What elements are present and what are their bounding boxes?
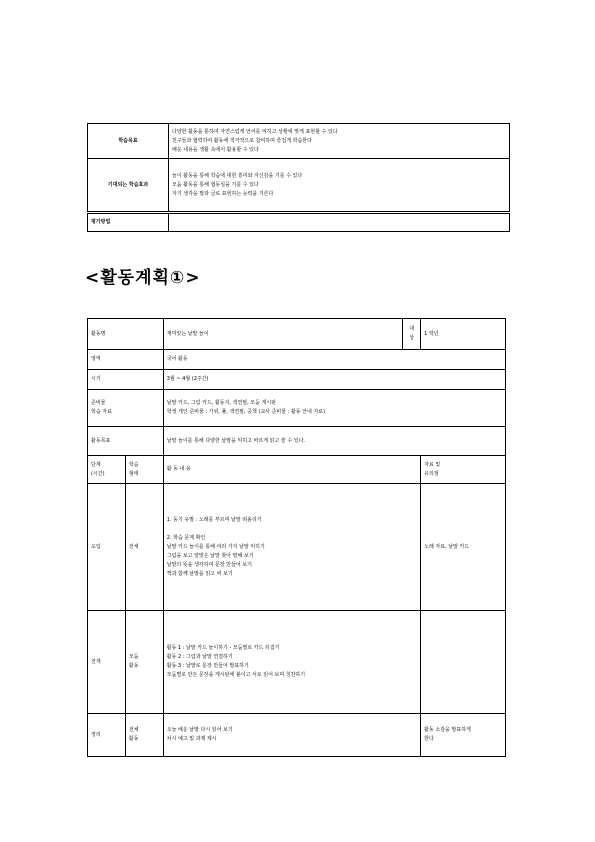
materials-line: 낱말 카드, 그림 카드, 활동지, 색연필, 모둠 게시판	[166, 400, 277, 406]
area-label: 영역	[88, 350, 164, 370]
title-row	[88, 319, 506, 350]
expected-effect-header: 기대되는 학습효과	[88, 159, 169, 212]
step-note: 노래 자료, 낱말 카드	[421, 484, 506, 611]
step-form: 전체	[125, 484, 163, 611]
step-line: 2. 학습 문제 확인	[166, 534, 206, 541]
evaluation-table	[87, 213, 510, 232]
content-header: 활 동 내 용	[163, 456, 420, 484]
form-header-line: 학습	[128, 461, 139, 468]
evaluation-header: 평가방법	[88, 214, 169, 232]
step-line: 활동 2 : 그림과 낱말 연결하기	[166, 654, 233, 660]
expected-effect-line: 모둠 활동을 통해 협동심을 기를 수 있다	[172, 181, 259, 188]
step-line: 활동 1 : 낱말 카드 놀이하기 - 모둠별로 카드 뒤집기	[166, 645, 280, 651]
step-form	[125, 611, 163, 714]
expected-effect-line: 자기 생각을 말과 글로 표현하는 능력을 기른다	[172, 190, 274, 197]
step-content	[163, 484, 420, 611]
note-header-line: 유의점	[424, 470, 439, 477]
learning-goal-line: 친구들과 협력하여 활동에 적극적으로 참여하며 즐겁게 학습한다	[172, 137, 312, 144]
expected-effect-line: 놀이 활동을 통해 학습에 대한 흥미와 자신감을 기를 수 있다	[172, 172, 303, 179]
step-form-line: 모둠	[128, 654, 139, 660]
step-note-line: 한다	[424, 736, 434, 742]
learning-goal-row	[88, 124, 510, 159]
step-line: 1. 동기 유발 : 노래를 부르며 낱말 떠올리기	[166, 516, 262, 523]
summary-table	[87, 123, 510, 212]
target-label: 대 상	[403, 319, 421, 350]
step-row-closing	[88, 714, 506, 757]
step-line: 활동 3 : 낱말로 문장 만들어 발표하기	[166, 663, 249, 669]
steps-header-row	[88, 456, 506, 484]
expected-effect-content	[169, 159, 510, 212]
step-content	[163, 714, 420, 757]
learning-goal-line: 다양한 활동을 통하여 자연스럽게 언어를 익히고 상황에 맞게 표현할 수 있다	[172, 128, 338, 135]
time-label: 시기	[88, 370, 164, 390]
step-stage: 전개	[88, 611, 126, 714]
learning-goal-line: 배운 내용을 생활 속에서 활용할 수 있다	[172, 146, 259, 153]
goal-value: 낱말 놀이를 통해 다양한 낱말을 익히고 바르게 읽고 쓸 수 있다.	[163, 427, 505, 456]
stage-header	[88, 456, 126, 484]
evaluation-value	[169, 214, 510, 232]
step-form	[125, 714, 163, 757]
stage-header-line: 단계	[91, 461, 101, 468]
area-value: 국어 활동	[163, 350, 505, 370]
target-value: 1 학년	[421, 319, 506, 350]
time-row	[88, 370, 506, 390]
materials-label	[88, 390, 164, 427]
step-row-intro	[88, 484, 506, 611]
step-line: 차시 예고 및 과제 제시	[166, 736, 217, 742]
evaluation-row	[88, 214, 510, 232]
materials-line: 학생 개인 준비물 : 가위, 풀, 색연필, 공책 (교사 준비물 : 활동 안내 자료)	[166, 409, 326, 415]
expected-effect-row	[88, 159, 510, 212]
form-header	[125, 456, 163, 484]
materials-label-line: 준비물	[91, 400, 106, 406]
step-note-line: 활동 소감을 발표하게	[424, 727, 471, 733]
section-heading: <활동계획①>	[85, 268, 201, 288]
step-line: 낱말 카드 놀이를 통해 여러 가지 낱말 익히기	[166, 543, 265, 550]
step-note	[421, 611, 506, 714]
materials-value	[163, 390, 505, 427]
activity-name-label: 활동명	[88, 319, 164, 350]
note-header-line: 자료 및	[424, 461, 441, 468]
step-form-line: 활동	[128, 736, 139, 742]
step-note	[421, 714, 506, 757]
step-line: 모둠별로 만든 문장을 게시판에 붙이고 서로 읽어 보며 칭찬하기	[166, 672, 306, 678]
step-line: 낱말의 뜻을 생각하며 문장 만들어 보기	[166, 561, 252, 568]
step-line: 짝과 함께 낱말을 읽고 써 보기	[166, 570, 233, 577]
materials-label-line: 학습 자료	[91, 409, 112, 415]
step-line: 오늘 배운 낱말 다시 읽어 보기	[166, 727, 233, 733]
step-stage: 도입	[88, 484, 126, 611]
step-line: 그림을 보고 알맞은 낱말 찾아 말해 보기	[166, 552, 254, 559]
time-value: 3월 ~ 4월 (2주간)	[163, 370, 505, 390]
step-form-line: 활동	[128, 663, 139, 669]
materials-row	[88, 390, 506, 427]
step-form-line: 전체	[128, 727, 139, 733]
area-row	[88, 350, 506, 370]
learning-goal-content	[169, 124, 510, 159]
goal-row	[88, 427, 506, 456]
goal-label: 활동목표	[88, 427, 164, 456]
step-row-development	[88, 611, 506, 714]
activity-name-value: 재미있는 낱말 놀이	[163, 319, 402, 350]
step-stage: 정리	[88, 714, 126, 757]
step-content	[163, 611, 420, 714]
note-header	[421, 456, 506, 484]
activity-plan-table	[87, 318, 506, 757]
learning-goal-header: 학습목표	[88, 124, 169, 159]
form-header-line: 형태	[128, 470, 139, 477]
stage-header-line: (시간)	[91, 470, 105, 477]
